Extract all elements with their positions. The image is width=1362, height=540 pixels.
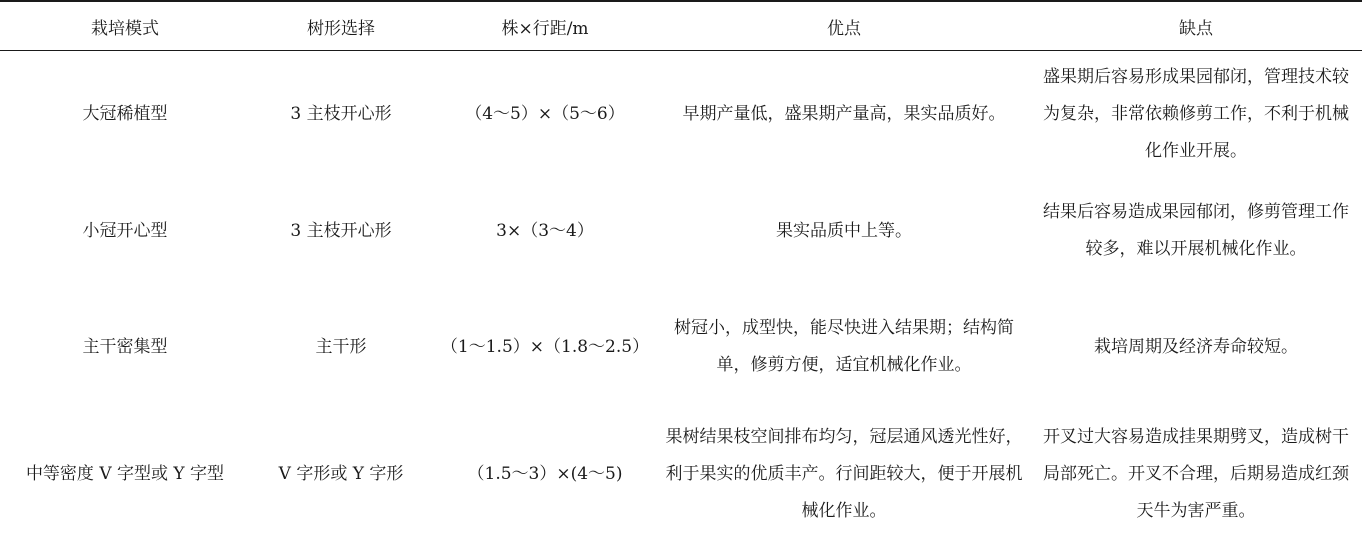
header-spacing: 株×行距/m [501, 18, 589, 39]
header-shape: 树形选择 [307, 18, 375, 39]
cell-cons: 栽培周期及经济寿命较短。 [1094, 336, 1298, 357]
table-header-row [0, 2, 1362, 50]
table-row [0, 50, 1362, 178]
cell-shape: V 字形或 Y 字形 [278, 463, 404, 484]
table-row [0, 178, 1362, 284]
cell-spacing: （1～1.5）×（1.8～2.5） [440, 336, 650, 357]
cell-spacing: 3×（3～4） [496, 220, 594, 241]
cell-pros: 果树结果枝空间排布均匀，冠层通风透光性好，利于果实的优质丰产。行间距较大，便于开展机械化作业。 [665, 426, 1023, 521]
header-mode: 栽培模式 [91, 18, 159, 39]
cell-spacing: （4～5）×（5～6） [465, 103, 625, 124]
table-row [0, 284, 1362, 410]
cell-mode: 小冠开心型 [82, 220, 168, 241]
cell-shape: 3 主枝开心形 [290, 220, 392, 241]
table-row [0, 410, 1362, 538]
cell-shape: 3 主枝开心形 [290, 103, 392, 124]
cell-spacing: （1.5～3）×(4～5) [467, 463, 623, 484]
cell-cons: 开叉过大容易造成挂果期劈叉，造成树干局部死亡。开叉不合理，后期易造成红颈天牛为害严重。 [1043, 426, 1349, 521]
cell-cons: 结果后容易造成果园郁闭，修剪管理工作较多，难以开展机械化作业。 [1043, 202, 1349, 259]
cell-pros: 树冠小，成型快，能尽快进入结果期；结构简单，修剪方便，适宜机械化作业。 [674, 318, 1014, 375]
cell-pros: 果实品质中上等。 [776, 220, 912, 241]
cultivation-mode-table [0, 2, 1362, 538]
cell-mode: 主干密集型 [82, 336, 168, 357]
cell-pros: 早期产量低，盛果期产量高，果实品质好。 [682, 103, 1006, 124]
cell-mode: 大冠稀植型 [82, 103, 168, 124]
header-pros: 优点 [827, 18, 861, 39]
cell-cons: 盛果期后容易形成果园郁闭，管理技术较为复杂，非常依赖修剪工作，不利于机械化作业开展。 [1043, 66, 1349, 161]
header-cons: 缺点 [1179, 18, 1213, 39]
cell-mode: 中等密度 V 字型或 Y 字型 [25, 463, 225, 484]
cell-shape: 主干形 [315, 336, 367, 357]
